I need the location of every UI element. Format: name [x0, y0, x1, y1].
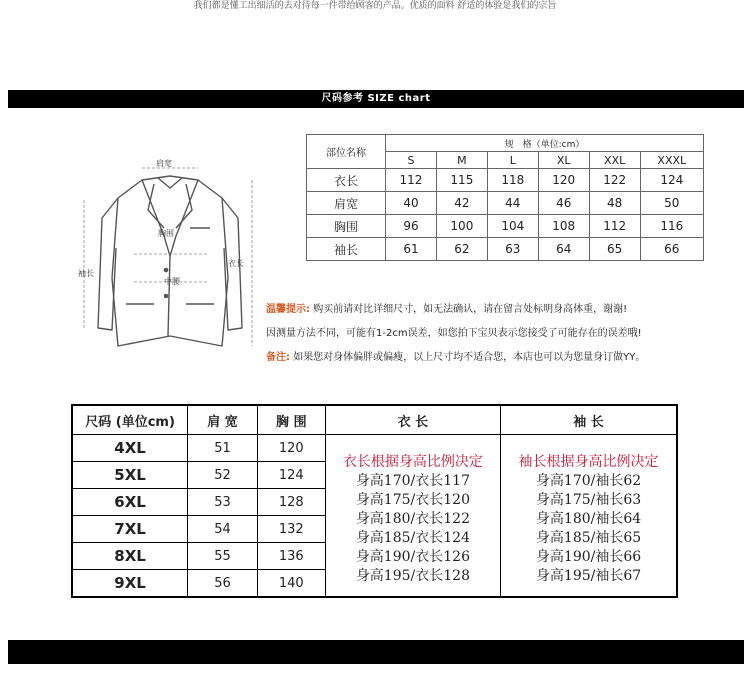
size-cell: 8XL [72, 543, 188, 570]
notes [266, 298, 736, 370]
table-cell: 100 [436, 215, 487, 238]
table-cell: 112 [386, 169, 437, 192]
sleeve-rule: 袖长根据身高比例决定 [518, 454, 659, 470]
tip-note [266, 298, 736, 322]
tip-text: 购买前请对比详细尺寸，如无法确认，请在留言处标明身高体重，谢谢! [313, 304, 628, 315]
table-cell: 116 [640, 215, 703, 238]
size-header: XXXL [640, 152, 703, 169]
length-line: 身高195/衣长128 [355, 568, 470, 584]
chest-cell: 132 [257, 516, 325, 543]
table-cell: 65 [589, 238, 640, 261]
table-cell: 120 [538, 169, 589, 192]
table-cell: 66 [640, 238, 703, 261]
label-sleeve: 袖长 [78, 269, 94, 278]
tagline: 我们都是懂工出细活的去对待每一件带给顾客的产品。优质的面料 舒适的体验是我们的宗旨 [193, 1, 557, 11]
size-header: XXL [589, 152, 640, 169]
size-chart-table [306, 134, 704, 261]
size-header: M [436, 152, 487, 169]
row-label: 袖长 [307, 238, 386, 261]
table-cell: 48 [589, 192, 640, 215]
sleeve-line: 身高195/袖长67 [535, 568, 642, 584]
chest-cell: 136 [257, 543, 325, 570]
size-cell: 7XL [72, 516, 188, 543]
table-cell: 61 [386, 238, 437, 261]
length-cell [325, 435, 500, 598]
sleeve-line: 身高175/袖长63 [535, 492, 642, 508]
plus-size-table [71, 404, 678, 598]
table-cell: 64 [538, 238, 589, 261]
chest-cell: 124 [257, 462, 325, 489]
chest-cell: 140 [257, 570, 325, 598]
jacket-illustration [72, 158, 268, 358]
row-label: 胸围 [307, 215, 386, 238]
size-header: XL [538, 152, 589, 169]
remark-note [266, 346, 736, 370]
measurement-note: 因测量方法不同，可能有1-2cm误差，如您拍下宝贝表示您接受了可能存在的误差哦! [266, 328, 642, 339]
shoulder-cell: 56 [188, 570, 258, 598]
sleeve-cell [501, 435, 677, 598]
sleeve-line: 身高185/袖长65 [535, 530, 642, 546]
label-length: 衣长 [228, 259, 244, 268]
table-cell: 122 [589, 169, 640, 192]
table-cell: 112 [589, 215, 640, 238]
length-rule: 衣长根据身高比例决定 [342, 454, 483, 470]
label-waist: 中腰 [164, 277, 180, 286]
size-header: S [386, 152, 437, 169]
table-cell: 118 [487, 169, 538, 192]
header-part-name: 部位名称 [307, 135, 386, 169]
table-cell: 104 [487, 215, 538, 238]
tip-label: 温馨提示: [266, 304, 310, 315]
table-row [307, 238, 704, 261]
sleeve-line: 身高170/袖长62 [535, 473, 642, 489]
header-sleeve: 袖 长 [501, 405, 677, 435]
table-cell: 63 [487, 238, 538, 261]
table-cell: 44 [487, 192, 538, 215]
row-label: 肩宽 [307, 192, 386, 215]
table-cell: 115 [436, 169, 487, 192]
table-cell: 108 [538, 215, 589, 238]
size-header: L [487, 152, 538, 169]
table-header-row [72, 405, 677, 435]
size-cell: 6XL [72, 489, 188, 516]
length-line: 身高185/衣长124 [355, 530, 470, 546]
header-length: 衣 长 [325, 405, 500, 435]
table-row [72, 435, 677, 462]
size-chart-title-bar: 尺码参考 SIZE chart [8, 90, 744, 108]
remark-text: 如果您对身体偏胖或偏瘦，以上尺寸均不适合您，本店也可以为您量身订做YY。 [293, 352, 646, 363]
shoulder-cell: 54 [188, 516, 258, 543]
shoulder-cell: 51 [188, 435, 258, 462]
row-label: 衣长 [307, 169, 386, 192]
table-cell: 46 [538, 192, 589, 215]
label-chest: 胸围 [158, 229, 174, 238]
chest-cell: 120 [257, 435, 325, 462]
footer-bar [8, 640, 744, 664]
header-size: 尺码 (单位cm) [72, 405, 188, 435]
length-line: 身高175/衣长120 [355, 492, 470, 508]
table-row [307, 215, 704, 238]
header-shoulder: 肩 宽 [188, 405, 258, 435]
table-row [307, 169, 704, 192]
size-cell: 5XL [72, 462, 188, 489]
sleeve-line: 身高190/袖长66 [535, 549, 642, 565]
sleeve-line: 身高180/袖长64 [535, 511, 642, 527]
table-cell: 50 [640, 192, 703, 215]
table-cell: 96 [386, 215, 437, 238]
length-line: 身高170/衣长117 [355, 473, 470, 489]
remark-label: 备注: [266, 352, 290, 363]
table-row [307, 192, 704, 215]
shoulder-cell: 52 [188, 462, 258, 489]
table-cell: 62 [436, 238, 487, 261]
table-cell: 40 [386, 192, 437, 215]
label-shoulder: 肩宽 [156, 159, 172, 168]
length-line: 身高180/衣长122 [355, 511, 470, 527]
chest-cell: 128 [257, 489, 325, 516]
table-cell: 42 [436, 192, 487, 215]
header-spec: 规 格（单位:cm） [386, 135, 704, 152]
size-cell: 9XL [72, 570, 188, 598]
shoulder-cell: 55 [188, 543, 258, 570]
table-cell: 124 [640, 169, 703, 192]
size-cell: 4XL [72, 435, 188, 462]
length-line: 身高190/衣长126 [355, 549, 470, 565]
shoulder-cell: 53 [188, 489, 258, 516]
header-chest: 胸 围 [257, 405, 325, 435]
